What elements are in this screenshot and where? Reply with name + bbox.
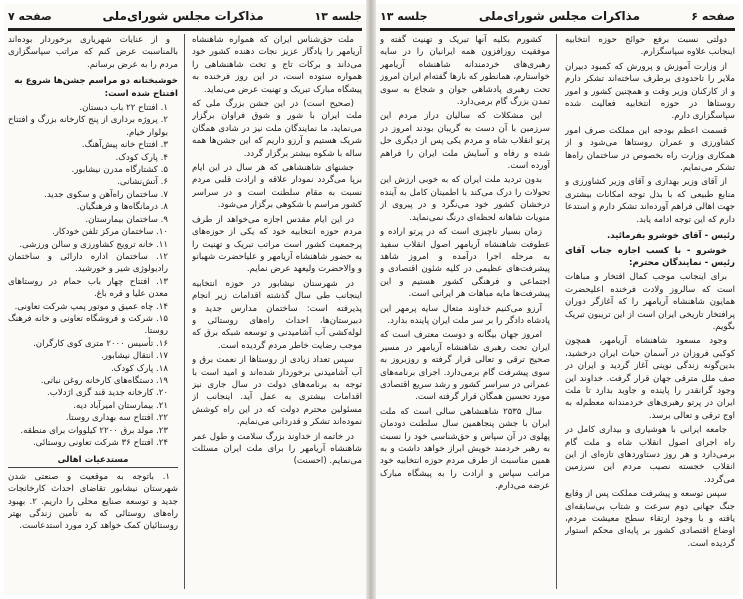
paragraph: وجود مسعود شاهنشاه آریامهر، همچون کوکبی فروزان در آسمان حیات ایران درخشید، بدین‌گونه زندگی نوینی آغاز گردید و ایران در صف ملل مترقی جهان قرار گرفت. خداوند این وجود گرانقدر را پاینده و جاوید بدارد تا ملت ایران در پرتو رهبری‌های خردمندانه معظم‌له به اوج ترقی و تعالی برسد. [565, 336, 735, 421]
right-page [376, 4, 739, 595]
list-item: ۲۲. افتتاح سه بهداری روستا. [65, 413, 168, 424]
header-rule [380, 28, 735, 31]
list-item: ۲. پروژه برداری از پنج کارخانه بزرگ و افتتاح بولوار خیام. [8, 115, 168, 138]
speaker-line: رئیس - آقای خوشرو بفرمائید. [606, 231, 735, 242]
list-item: ۱۸. پارک کودک. [110, 363, 168, 374]
list-item: ۹. ساختمان بیمارستان. [85, 214, 168, 225]
paragraph: سال ۲۵۳۵ شاهنشاهی سالی است که ملت ایران با جشن پنجاهمین سال سلطنت دودمان پهلوی در آن سپاس و حق‌شناسی خود را نسبت به رهبر خردمند خویش ابراز خواهد داشت و به همین مناسبت از طرف مردم حوزه انتخابیه خود مراتب سپاس و ارادت را به پیشگاه مبارک عرضه می‌دارم. [380, 406, 550, 492]
list-item: ۱۰. ساختمان مرکز تلفن خودکار. [52, 227, 168, 238]
left-page-left-column [8, 34, 178, 591]
paragraph: در این ایام مقدس اجازه می‌خواهد از طرف مردم حوزه انتخابیه خود که یکی از حوزه‌های پرجمعیت کشور است مراتب تبریک و تهنیت را به حضور شاهنشاه آریامهر و علیاحضرت شهبانو و والاحضرت ولیعهد عرض نمایم. [192, 214, 362, 275]
list-item: ۱۲. ساختمان اداره دارائی و ساختمان رادیولوژی شیر و خورشید. [8, 251, 168, 275]
list-item: ۷. ساختمان راه‌آهن و سکوی جدید. [44, 189, 168, 200]
left-page-right-column [192, 34, 362, 591]
left-page-session: جلسه ۱۳ [314, 9, 362, 23]
paragraph: جامعه ایرانی با هوشیاری و بیداری کامل در راه اجرای اصول انقلاب شاه و ملت گام برمی‌دارد و هر روز دستاوردهای تازه‌ای از این انقلاب خجسته نصیب مردم این سرزمین می‌گردد. [565, 425, 735, 485]
list-item: ۲۴. افتتاح ۳۶ شرکت تعاونی روستائی. [32, 438, 168, 448]
paragraph: برای اینجانب موجب کمال افتخار و مباهات است که سالروز ولادت فرخنده اعلیحضرت همایون شاهنشاه آریامهر را که آغازگر دوران پرافتخار تاریخی ایران است از این تریبون تبریک بگویم. [565, 272, 735, 332]
paragraph: از آقای وزیر بهداری و آقای وزیر کشاورزی و منابع طبیعی که با بذل توجه امکانات بیشتری جهت اهالی فراهم آورده‌اند تشکر دارم و استدعا دارم که این توجه ادامه یابد. [565, 177, 735, 225]
paragraph: این مشکلات که سالیان دراز مردم این سرزمین با آن دست به گریبان بودند امروز در پرتو انقلاب شاه و مردم یکی پس از دیگری حل شده و رفاه و آسایش ملت ایران را فراهم آورده است. [380, 111, 550, 172]
speaker-paragraph: خوشرو - با کسب اجازه جناب آقای رئیس - نمایندگان محترم: [565, 245, 735, 268]
right-page-right-column [565, 34, 735, 591]
column-divider [184, 34, 185, 589]
right-page-header [380, 6, 735, 26]
header-rule [8, 28, 362, 31]
list-heading: خوشبختانه دو مراسم جشن‌ها شروع به افتتاح شده است: [14, 76, 178, 99]
paragraph: ملت حق‌شناس ایران که همواره شاهنشاه آریامهر را یادگار عزیز نجات دهنده کشور خود می‌داند و برکات تاج و تخت شاهنشاهی را همواره ستوده است، در این روز فرخنده به پیشگاه مبارک تبریک و تهنیت عرض می‌نماید. [192, 35, 362, 95]
list-item: ۲۳. مولد برق ۲۲۰۰ کیلووات برای منطقه. [20, 425, 168, 436]
list-item: ۶. آتش‌نشانی. [117, 177, 168, 188]
paragraph: در شهرستان نیشابور در حوزه انتخابیه اینجانب طی سال گذشته اقدامات زیر انجام پذیرفته است: ساختمان مدارس جدید و دبیرستان‌ها، احداث راه‌های روستائی و لوله‌کشی آب آشامیدنی و توسعه شبکه برق که موجب رضایت خاطر مردم گردیده است. [192, 278, 362, 351]
list-item: ۱۵. شرکت و فروشگاه تعاونی و خانه فرهنگ روستا. [8, 313, 168, 337]
list-item: ۲۱. بیمارستان امیرآباد دیه. [73, 400, 168, 411]
paragraph: و از عنایات شهریاری برخوردار بوده‌اند بالمناسبت عرض کنم که مراتب سپاسگزاری مردم را به عرض برسانم. [8, 35, 178, 70]
list-item: ۱۴. چاه عمیق و موتور پمپ شرکت تعاونی. [14, 301, 168, 312]
left-page-header [8, 6, 362, 26]
paragraph: آرزو می‌کنیم خداوند متعال سایه پرمهر این پادشاه دادگر را بر سر ملت ایران پاینده بدارد. [380, 303, 550, 326]
paragraph: ۱. باتوجه به موقعیت و صنعتی شدن شهرستان نیشابور تقاضای احداث کارخانجات جدید و توسعه صنایع محلی را داریم. ۲. بهبود راه‌های روستائی که به تأمین زندگی بهتر روستائیان کمک خواهد کرد مورد استدعاست. [8, 471, 178, 532]
left-page-number: صفحه ۷ [8, 9, 52, 23]
list-item: ۵. کشتارگاه مدرن نیشابور. [71, 165, 168, 176]
column-divider [556, 34, 557, 589]
right-page-number: صفحه ۶ [691, 9, 735, 23]
paragraph: بدون تردید ملت ایران که به خوبی ارزش این تحولات را درک می‌کند با اطمینان کامل به آینده درخشان کشور خود می‌نگرد و در پیروی از منویات شاهانه لحظه‌ای درنگ نمی‌نماید. [380, 175, 550, 223]
paragraph: کشورم بکلیه آنها تبریک و تهنیت گفته و موفقیت روزافزون همه ایرانیان را در سایه رهبری‌های خردمندانه شاهنشاه آریامهر خواستارم، همانطور که بارها گفته‌ام ایران امروز تحت رهبری پادشاهی جوان و شجاع به سوی تمدن بزرگ گام برمی‌دارد. [380, 35, 550, 108]
paragraph: امروز جهان بیگانه و دوست معترف است که ایران تحت رهبری شاهنشاه آریامهر در مسیر صحیح ترقی و تعالی قرار گرفته و روزبروز به سوی پیشرفت گام برمی‌دارد. اجرای برنامه‌های عمرانی در سراسر کشور و رشد سریع اقتصادی مورد تحسین همگان قرار گرفته است. [380, 330, 550, 403]
project-list [8, 102, 178, 449]
paragraph: جشنهای شاهنشاهی که هر سال در این ایام برپا می‌گردد نمودار علاقه و ارادت قلبی مردم نسبت به مقام سلطنت است و در سراسر کشور مراسم با شکوهی برگزار می‌شود. [192, 163, 362, 211]
book-gutter [366, 0, 376, 599]
list-item: ۳. افتتاح خانه پیش‌آهنگ. [81, 140, 168, 151]
list-item: ۱۳. افتتاح چهار باب حمام در روستاهای معدن علیا و قره باغ. [8, 276, 168, 300]
list-item: ۱۷. انتقال نیشابور. [101, 351, 168, 362]
paragraph: دولتی نسبت برفع حوائج حوزه انتخابیه اینجانب علاوه سپاسگزارم. [565, 35, 735, 58]
right-page-session: جلسه ۱۳ [380, 9, 428, 23]
list-item: ۱۹. دستگاه‌های کارخانه روغن نباتی. [40, 375, 168, 386]
right-page-left-column [380, 34, 550, 591]
list-item: ۴. پارک کودک. [115, 152, 168, 163]
paragraph: (صحیح است) در این جشن بزرگ ملی که ملت ایران با شور و شوق فراوان برگزار می‌نماید، ما نمایندگان ملت نیز در شادی همگان شریک هستیم و آرزو داریم که این جشن‌ها همه ساله با شکوه بیشتر برگزار گردد. [192, 99, 362, 159]
list-item: ۱. افتتاح ۲۲ باب دبستان. [79, 103, 168, 114]
section-heading: مستدعیات اهالی [8, 454, 178, 467]
paragraph: زمان بسیار ناچیزی است که در پرتو اراده و عطوفت شاهنشاه آریامهر اصول انقلاب سفید به مرحله اجرا درآمده و امروز شاهد پیشرفت‌های عظیمی در کلیه شئون اقتصادی و اجتماعی و فرهنگی کشور هستیم و این پیشرفت‌ها مایه مباهات هر ایرانی است. [380, 227, 550, 300]
paragraph: سپس تعداد زیادی از روستاها از نعمت برق و آب آشامیدنی برخوردار شده‌اند و امید است با توجه به برنامه‌های دولت در سال جاری نیز اقدامات بیشتری به عمل آید. اینجانب از مسئولین محترم دولت که در این راه کوشش نموده‌اند تشکر و قدردانی می‌نمایم. [192, 355, 362, 428]
paragraph: قسمت اعظم بودجه این مملکت صرف امور کشاورزی و عمران روستاها می‌شود و از همکاری وزارت راه بخصوص در ساختمان راه‌ها تشکر می‌نمایم. [565, 125, 735, 174]
list-item: ۸. درمانگاه‌ها و فرهنگیان. [76, 202, 168, 213]
paragraph: در خاتمه از خداوند بزرگ سلامت و طول عمر شاهنشاه آریامهر را برای ملت ایران مسئلت می‌نمایم. (احسنت) [192, 431, 362, 467]
right-page-title: مذاکرات مجلس شورای‌ملی [478, 9, 641, 23]
list-item: ۲۰. کارخانه جدید قند گزی اژدلاب. [47, 388, 168, 399]
paragraph: از وزارت آموزش و پرورش که کمبود دبیران ملایر را تاحدودی برطرف ساخته‌اند تشکر دارم و از کارکنان وزیر وقت و همچنین کشور و امور روستاها در حوزه انتخابیه فعالیت شده سپاسگزاری دارم. [565, 61, 735, 122]
list-item: ۱۱. خانه ترویج کشاورزی و سالن ورزشی. [19, 239, 168, 250]
left-page [4, 4, 366, 595]
paragraph: سپس توسعه و پیشرفت مملکت پس از وقایع جنگ جهانی دوم سرعت و شتاب بی‌سابقه‌ای یافته و با وجود ارتقاء سطح معیشت مردم، اوضاع اقتصادی کشور بر پایه‌ای محکم استوار گردیده است. [565, 489, 735, 549]
left-page-title: مذاکرات مجلس شورای‌ملی [102, 9, 264, 23]
list-item: ۱۶. تأسیس ۲۰۰۰ متری کوی کارگران. [33, 338, 168, 349]
